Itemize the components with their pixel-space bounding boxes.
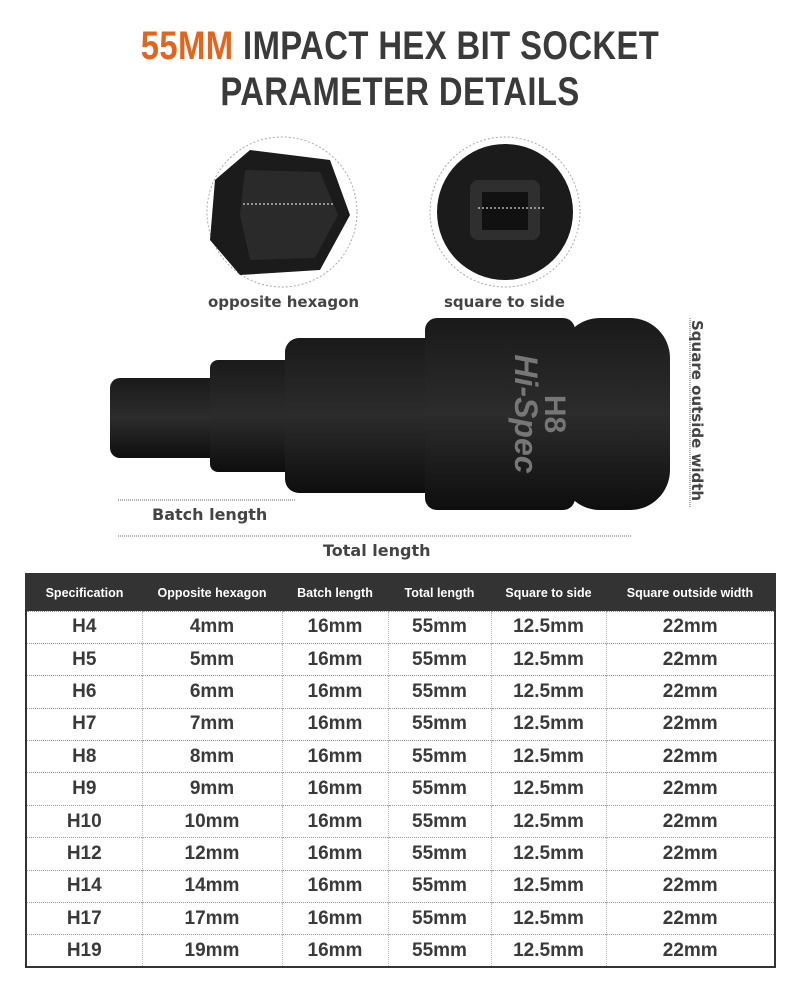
table-cell: 22mm <box>606 935 775 967</box>
table-cell: 55mm <box>388 935 491 967</box>
table-cell: H5 <box>26 643 142 675</box>
table-row <box>26 805 775 837</box>
column-header: Square to side <box>491 574 606 611</box>
table-cell: 22mm <box>606 643 775 675</box>
socket-image <box>110 318 670 510</box>
table-cell: 16mm <box>282 935 388 967</box>
svg-text:H8: H8 <box>538 394 571 434</box>
table-cell: H9 <box>26 773 142 805</box>
table-cell: 12.5mm <box>491 708 606 740</box>
table-row <box>26 741 775 773</box>
table-cell: 12.5mm <box>491 870 606 902</box>
table-cell: 12.5mm <box>491 838 606 870</box>
label-batch-length: Batch length <box>152 505 268 524</box>
table-cell: 9mm <box>142 773 282 805</box>
table-cell: 12.5mm <box>491 903 606 935</box>
title-line-2: PARAMETER DETAILS <box>220 70 580 114</box>
table-cell: H19 <box>26 935 142 967</box>
table-cell: 16mm <box>282 741 388 773</box>
table-cell: H4 <box>26 611 142 643</box>
table-cell: 55mm <box>388 773 491 805</box>
table-row <box>26 773 775 805</box>
table-cell: 12.5mm <box>491 741 606 773</box>
column-header: Square outside width <box>606 574 775 611</box>
table-cell: H7 <box>26 708 142 740</box>
table-cell: 17mm <box>142 903 282 935</box>
column-header: Batch length <box>282 574 388 611</box>
label-square-outside-width: Square outside width <box>688 320 706 502</box>
table-cell: 12.5mm <box>491 643 606 675</box>
table-cell: 16mm <box>282 643 388 675</box>
table-cell: 5mm <box>142 643 282 675</box>
table-cell: 12mm <box>142 838 282 870</box>
table-cell: 22mm <box>606 903 775 935</box>
table-cell: 22mm <box>606 805 775 837</box>
table-cell: 55mm <box>388 870 491 902</box>
table-cell: 22mm <box>606 838 775 870</box>
square-detail-circle <box>430 137 580 287</box>
table-cell: 16mm <box>282 870 388 902</box>
table-cell: 12.5mm <box>491 773 606 805</box>
table-cell: 8mm <box>142 741 282 773</box>
table-cell: 16mm <box>282 903 388 935</box>
table-cell: 22mm <box>606 611 775 643</box>
table-cell: 16mm <box>282 611 388 643</box>
table-cell: 22mm <box>606 708 775 740</box>
table-cell: 22mm <box>606 676 775 708</box>
table-cell: 6mm <box>142 676 282 708</box>
table-cell: 4mm <box>142 611 282 643</box>
spec-table <box>25 573 776 968</box>
table-cell: H12 <box>26 838 142 870</box>
table-cell: 12.5mm <box>491 676 606 708</box>
table-cell: 55mm <box>388 805 491 837</box>
table-cell: 19mm <box>142 935 282 967</box>
table-cell: 16mm <box>282 676 388 708</box>
table-cell: 12.5mm <box>491 611 606 643</box>
title-line-1: 55MM IMPACT HEX BIT SOCKET <box>140 24 660 68</box>
column-header: Total length <box>388 574 491 611</box>
table-cell: H8 <box>26 741 142 773</box>
table-cell: 55mm <box>388 611 491 643</box>
table-row <box>26 935 775 967</box>
table-cell: 55mm <box>388 838 491 870</box>
table-cell: 55mm <box>388 741 491 773</box>
table-row <box>26 611 775 643</box>
table-cell: 55mm <box>388 676 491 708</box>
table-cell: 22mm <box>606 741 775 773</box>
table-cell: 16mm <box>282 773 388 805</box>
table-cell: 22mm <box>606 773 775 805</box>
label-square-to-side: square to side <box>444 293 565 311</box>
column-header: Specification <box>26 574 142 611</box>
table-cell: H6 <box>26 676 142 708</box>
table-cell: 16mm <box>282 805 388 837</box>
svg-text:Hi-Spec: Hi-Spec <box>508 354 544 474</box>
table-row <box>26 676 775 708</box>
table-cell: 55mm <box>388 903 491 935</box>
table-cell: 22mm <box>606 870 775 902</box>
table-cell: H14 <box>26 870 142 902</box>
table-cell: H17 <box>26 903 142 935</box>
table-row <box>26 708 775 740</box>
table-cell: 10mm <box>142 805 282 837</box>
table-row <box>26 903 775 935</box>
hexagon-detail-circle <box>207 137 357 287</box>
table-cell: H10 <box>26 805 142 837</box>
column-header: Opposite hexagon <box>142 574 282 611</box>
table-cell: 7mm <box>142 708 282 740</box>
table-cell: 16mm <box>282 838 388 870</box>
table-row <box>26 870 775 902</box>
table-cell: 16mm <box>282 708 388 740</box>
table-row <box>26 838 775 870</box>
table-cell: 55mm <box>388 708 491 740</box>
table-row <box>26 643 775 675</box>
table-cell: 14mm <box>142 870 282 902</box>
label-total-length: Total length <box>323 541 431 560</box>
table-header <box>26 574 775 611</box>
label-opposite-hexagon: opposite hexagon <box>208 293 360 311</box>
table-cell: 12.5mm <box>491 935 606 967</box>
table-cell: 55mm <box>388 643 491 675</box>
table-cell: 12.5mm <box>491 805 606 837</box>
